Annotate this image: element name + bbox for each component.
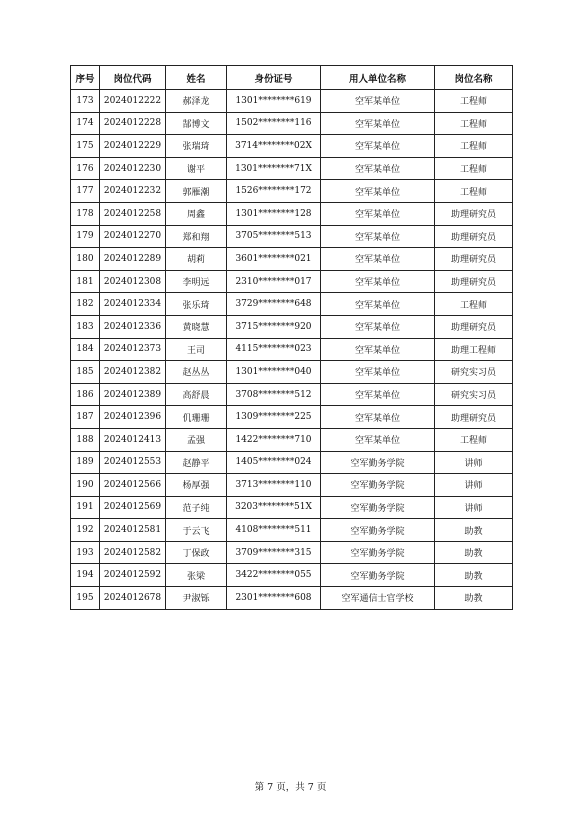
cell-name: 李明远 xyxy=(166,270,227,293)
cell-name: 周鑫 xyxy=(166,202,227,225)
cell-position-code: 2024012581 xyxy=(100,519,166,542)
cell-name: 胡莉 xyxy=(166,248,227,271)
header-employer: 用人单位名称 xyxy=(321,66,435,90)
cell-position-title: 讲师 xyxy=(435,474,513,497)
cell-position-code: 2024012553 xyxy=(100,451,166,474)
cell-employer: 空军某单位 xyxy=(321,338,435,361)
cell-employer: 空军勤务学院 xyxy=(321,519,435,542)
cell-position-title: 研究实习员 xyxy=(435,383,513,406)
cell-id-number: 2301********608 xyxy=(227,587,321,610)
roster-table xyxy=(70,65,513,610)
cell-position-title: 研究实习员 xyxy=(435,361,513,384)
cell-id-number: 2310********017 xyxy=(227,270,321,293)
cell-employer: 空军勤务学院 xyxy=(321,564,435,587)
cell-id-number: 3714********02X xyxy=(227,135,321,158)
cell-id-number: 3713********110 xyxy=(227,474,321,497)
header-id-number: 身份证号 xyxy=(227,66,321,90)
table-row xyxy=(71,112,513,135)
cell-serial-number: 178 xyxy=(71,202,100,225)
cell-employer: 空军某单位 xyxy=(321,293,435,316)
cell-employer: 空军某单位 xyxy=(321,157,435,180)
cell-position-code: 2024012373 xyxy=(100,338,166,361)
table-row xyxy=(71,202,513,225)
cell-serial-number: 177 xyxy=(71,180,100,203)
cell-position-code: 2024012258 xyxy=(100,202,166,225)
cell-name: 于云飞 xyxy=(166,519,227,542)
cell-position-title: 助理研究员 xyxy=(435,225,513,248)
cell-position-title: 助理研究员 xyxy=(435,270,513,293)
table-row xyxy=(71,315,513,338)
table-row xyxy=(71,406,513,429)
cell-serial-number: 184 xyxy=(71,338,100,361)
cell-position-code: 2024012678 xyxy=(100,587,166,610)
table-row xyxy=(71,383,513,406)
cell-id-number: 3203********51X xyxy=(227,496,321,519)
cell-id-number: 3715********920 xyxy=(227,315,321,338)
cell-employer: 空军勤务学院 xyxy=(321,496,435,519)
cell-position-code: 2024012382 xyxy=(100,361,166,384)
cell-id-number: 3709********315 xyxy=(227,541,321,564)
cell-employer: 空军某单位 xyxy=(321,361,435,384)
cell-name: 范子纯 xyxy=(166,496,227,519)
cell-position-title: 助教 xyxy=(435,564,513,587)
cell-serial-number: 193 xyxy=(71,541,100,564)
cell-position-title: 讲师 xyxy=(435,496,513,519)
cell-serial-number: 180 xyxy=(71,248,100,271)
table-row xyxy=(71,135,513,158)
table-row xyxy=(71,90,513,113)
cell-serial-number: 174 xyxy=(71,112,100,135)
cell-serial-number: 195 xyxy=(71,587,100,610)
cell-position-code: 2024012222 xyxy=(100,90,166,113)
cell-name: 郑和翔 xyxy=(166,225,227,248)
table-row xyxy=(71,541,513,564)
table-row xyxy=(71,157,513,180)
cell-position-title: 助教 xyxy=(435,519,513,542)
cell-id-number: 3705********513 xyxy=(227,225,321,248)
cell-serial-number: 189 xyxy=(71,451,100,474)
cell-serial-number: 186 xyxy=(71,383,100,406)
cell-serial-number: 187 xyxy=(71,406,100,429)
cell-serial-number: 173 xyxy=(71,90,100,113)
cell-name: 丁保政 xyxy=(166,541,227,564)
cell-serial-number: 182 xyxy=(71,293,100,316)
cell-serial-number: 179 xyxy=(71,225,100,248)
cell-serial-number: 176 xyxy=(71,157,100,180)
cell-employer: 空军某单位 xyxy=(321,202,435,225)
table-row xyxy=(71,519,513,542)
cell-employer: 空军勤务学院 xyxy=(321,474,435,497)
table-row xyxy=(71,361,513,384)
cell-name: 杨厚强 xyxy=(166,474,227,497)
cell-serial-number: 183 xyxy=(71,315,100,338)
cell-position-code: 2024012229 xyxy=(100,135,166,158)
cell-serial-number: 175 xyxy=(71,135,100,158)
table-row xyxy=(71,474,513,497)
header-serial-number: 序号 xyxy=(71,66,100,90)
cell-position-title: 工程师 xyxy=(435,135,513,158)
cell-position-title: 工程师 xyxy=(435,428,513,451)
cell-position-code: 2024012270 xyxy=(100,225,166,248)
cell-employer: 空军勤务学院 xyxy=(321,541,435,564)
cell-name: 赵静平 xyxy=(166,451,227,474)
cell-position-title: 工程师 xyxy=(435,180,513,203)
cell-employer: 空军某单位 xyxy=(321,112,435,135)
cell-position-title: 助理研究员 xyxy=(435,406,513,429)
cell-employer: 空军某单位 xyxy=(321,248,435,271)
cell-position-code: 2024012566 xyxy=(100,474,166,497)
cell-employer: 空军某单位 xyxy=(321,383,435,406)
cell-serial-number: 190 xyxy=(71,474,100,497)
cell-id-number: 3601********021 xyxy=(227,248,321,271)
cell-name: 郜博文 xyxy=(166,112,227,135)
cell-name: 尹淑铄 xyxy=(166,587,227,610)
cell-position-code: 2024012230 xyxy=(100,157,166,180)
cell-employer: 空军某单位 xyxy=(321,315,435,338)
cell-position-title: 工程师 xyxy=(435,293,513,316)
cell-id-number: 1526********172 xyxy=(227,180,321,203)
cell-serial-number: 192 xyxy=(71,519,100,542)
cell-employer: 空军某单位 xyxy=(321,180,435,203)
table-row xyxy=(71,248,513,271)
cell-id-number: 4115********023 xyxy=(227,338,321,361)
cell-position-code: 2024012592 xyxy=(100,564,166,587)
cell-name: 张梁 xyxy=(166,564,227,587)
table-row xyxy=(71,270,513,293)
cell-name: 郭雁潮 xyxy=(166,180,227,203)
cell-position-code: 2024012336 xyxy=(100,315,166,338)
cell-employer: 空军某单位 xyxy=(321,428,435,451)
cell-id-number: 1405********024 xyxy=(227,451,321,474)
cell-position-title: 助理研究员 xyxy=(435,315,513,338)
cell-position-code: 2024012582 xyxy=(100,541,166,564)
cell-position-title: 工程师 xyxy=(435,157,513,180)
cell-position-title: 工程师 xyxy=(435,90,513,113)
cell-employer: 空军通信士官学校 xyxy=(321,587,435,610)
cell-name: 仉珊珊 xyxy=(166,406,227,429)
table-row xyxy=(71,564,513,587)
cell-serial-number: 194 xyxy=(71,564,100,587)
cell-employer: 空军某单位 xyxy=(321,135,435,158)
cell-name: 张乐琦 xyxy=(166,293,227,316)
cell-serial-number: 188 xyxy=(71,428,100,451)
cell-position-code: 2024012569 xyxy=(100,496,166,519)
cell-employer: 空军某单位 xyxy=(321,270,435,293)
cell-position-title: 助理研究员 xyxy=(435,248,513,271)
cell-name: 黄晓慧 xyxy=(166,315,227,338)
cell-position-title: 讲师 xyxy=(435,451,513,474)
cell-id-number: 1502********116 xyxy=(227,112,321,135)
cell-employer: 空军某单位 xyxy=(321,90,435,113)
cell-id-number: 1301********128 xyxy=(227,202,321,225)
cell-serial-number: 191 xyxy=(71,496,100,519)
cell-position-title: 助理研究员 xyxy=(435,202,513,225)
cell-serial-number: 181 xyxy=(71,270,100,293)
cell-id-number: 1301********71X xyxy=(227,157,321,180)
roster-table-body xyxy=(71,90,513,610)
table-row xyxy=(71,496,513,519)
table-row xyxy=(71,293,513,316)
cell-serial-number: 185 xyxy=(71,361,100,384)
table-header-row xyxy=(71,66,513,90)
cell-position-code: 2024012232 xyxy=(100,180,166,203)
cell-employer: 空军某单位 xyxy=(321,225,435,248)
cell-position-code: 2024012396 xyxy=(100,406,166,429)
table-row xyxy=(71,451,513,474)
cell-name: 郝泽龙 xyxy=(166,90,227,113)
cell-id-number: 3422********055 xyxy=(227,564,321,587)
cell-position-title: 助教 xyxy=(435,587,513,610)
page-footer: 第 7 页，共 7 页 xyxy=(254,782,327,793)
table-row xyxy=(71,428,513,451)
cell-position-code: 2024012334 xyxy=(100,293,166,316)
cell-name: 王司 xyxy=(166,338,227,361)
cell-name: 谢平 xyxy=(166,157,227,180)
cell-name: 张瑞琦 xyxy=(166,135,227,158)
cell-id-number: 1422********710 xyxy=(227,428,321,451)
cell-name: 孟强 xyxy=(166,428,227,451)
cell-position-title: 助理工程师 xyxy=(435,338,513,361)
cell-id-number: 1301********619 xyxy=(227,90,321,113)
cell-name: 高舒晨 xyxy=(166,383,227,406)
cell-position-code: 2024012228 xyxy=(100,112,166,135)
cell-name: 赵丛丛 xyxy=(166,361,227,384)
cell-position-code: 2024012413 xyxy=(100,428,166,451)
cell-employer: 空军勤务学院 xyxy=(321,451,435,474)
cell-employer: 空军某单位 xyxy=(321,406,435,429)
header-name: 姓名 xyxy=(166,66,227,90)
table-row xyxy=(71,180,513,203)
cell-position-code: 2024012308 xyxy=(100,270,166,293)
cell-id-number: 4108********511 xyxy=(227,519,321,542)
table-row xyxy=(71,338,513,361)
header-position-title: 岗位名称 xyxy=(435,66,513,90)
cell-id-number: 3729********648 xyxy=(227,293,321,316)
cell-position-code: 2024012389 xyxy=(100,383,166,406)
cell-id-number: 1301********040 xyxy=(227,361,321,384)
table-row xyxy=(71,225,513,248)
table-row xyxy=(71,587,513,610)
cell-position-title: 工程师 xyxy=(435,112,513,135)
cell-position-title: 助教 xyxy=(435,541,513,564)
cell-id-number: 3708********512 xyxy=(227,383,321,406)
header-position-code: 岗位代码 xyxy=(100,66,166,90)
cell-id-number: 1309********225 xyxy=(227,406,321,429)
cell-position-code: 2024012289 xyxy=(100,248,166,271)
